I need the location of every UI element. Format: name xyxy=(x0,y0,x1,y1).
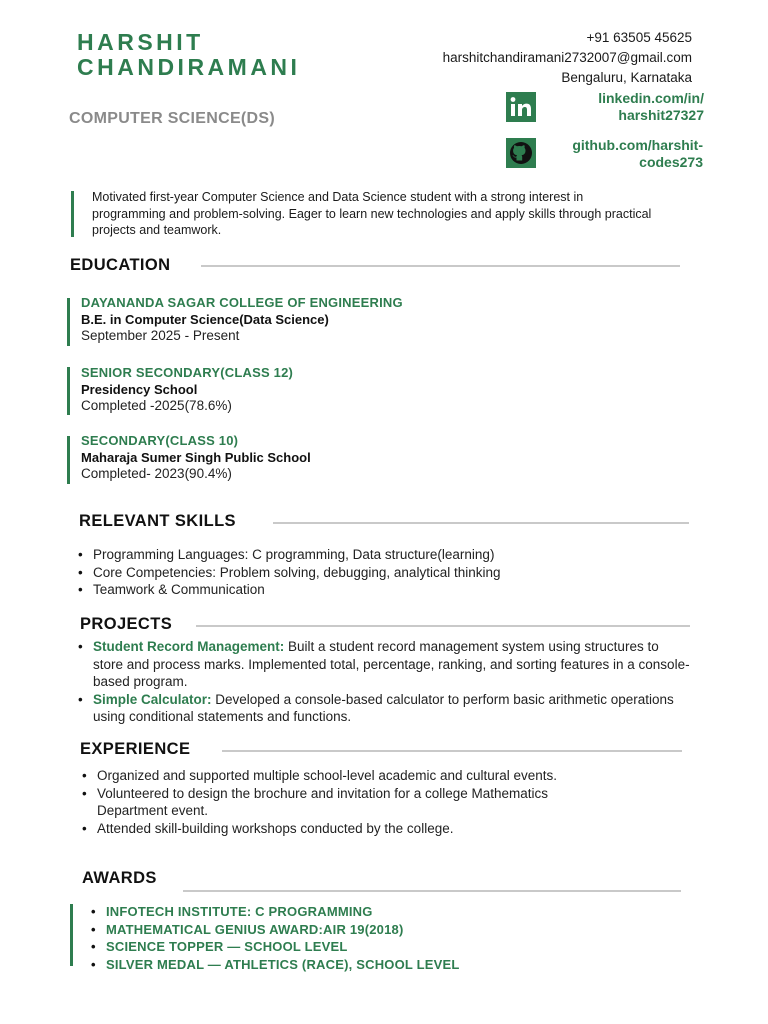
linkedin-icon[interactable] xyxy=(506,92,536,122)
awards-rule xyxy=(183,890,681,892)
project-item xyxy=(78,691,690,726)
education-accent-bar xyxy=(67,436,70,484)
skills-heading: RELEVANT SKILLS xyxy=(79,512,236,530)
github-icon[interactable] xyxy=(506,138,536,168)
project-description: Built a student record management system using structures to store and process marks. Implemented total, percentage, ranking, and sorting features in a console-based program. xyxy=(93,639,690,689)
education-degree: B.E. in Computer Science(Data Science) xyxy=(81,312,329,327)
education-entry xyxy=(81,433,311,481)
contact-phone: +91 63505 45625 xyxy=(586,30,692,45)
experience-rule xyxy=(222,750,682,752)
awards-heading: AWARDS xyxy=(82,869,157,887)
projects-list xyxy=(78,638,690,726)
education-accent-bar xyxy=(67,298,70,346)
experience-heading: EXPERIENCE xyxy=(80,740,191,758)
summary-text: Motivated first-year Computer Science and Data Science student with a strong interest in programming and problem-solving. Eager to learn new technologies and apply skills through practical projects and teamwork. xyxy=(92,190,652,237)
awards-accent-bar xyxy=(70,904,73,966)
experience-list xyxy=(82,767,612,837)
project-item xyxy=(78,638,690,691)
linkedin-link-line1: linkedin.com/in/ xyxy=(598,90,704,106)
project-title: Student Record Management: xyxy=(93,639,285,654)
education-degree: Presidency School xyxy=(81,382,198,397)
education-date: Completed -2025(78.6%) xyxy=(81,398,232,413)
github-link[interactable] xyxy=(572,137,703,171)
education-institution: DAYANANDA SAGAR COLLEGE OF ENGINEERING xyxy=(81,295,403,310)
education-entry xyxy=(81,365,293,413)
education-degree: Maharaja Sumer Singh Public School xyxy=(81,450,311,465)
name-last: CHANDIRAMANI xyxy=(77,54,301,80)
experience-item: • Volunteered to design the brochure and invitation for a college Mathematics Department event. xyxy=(82,785,612,820)
awards-list xyxy=(91,903,691,973)
education-heading: EDUCATION xyxy=(70,256,171,274)
award-item: • MATHEMATICAL GENIUS AWARD:AIR 19(2018) xyxy=(91,921,691,939)
award-item: • SILVER MEDAL — ATHLETICS (RACE), SCHOOL LEVEL xyxy=(91,956,691,974)
education-institution: SENIOR SECONDARY(CLASS 12) xyxy=(81,365,294,380)
education-rule xyxy=(201,265,680,267)
skill-item: • Core Competencies: Problem solving, debugging, analytical thinking xyxy=(78,564,698,582)
skill-item: • Teamwork & Communication xyxy=(78,581,698,599)
contact-email[interactable]: harshitchandiramani2732007@gmail.com xyxy=(442,50,692,65)
skills-rule xyxy=(273,522,689,524)
education-institution: SECONDARY(CLASS 10) xyxy=(81,433,239,448)
project-description: Developed a console-based calculator to perform basic arithmetic operations using conditional statements and functions. xyxy=(93,691,674,724)
summary-accent-bar xyxy=(71,191,74,237)
skill-item: • Programming Languages: C programming, Data structure(learning) xyxy=(78,546,698,564)
education-date: Completed- 2023(90.4%) xyxy=(81,466,232,481)
name-first: HARSHIT xyxy=(77,29,204,55)
linkedin-link-line2: harshit27327 xyxy=(618,107,704,123)
education-accent-bar xyxy=(67,367,70,415)
contact-location: Bengaluru, Karnataka xyxy=(561,70,692,85)
projects-rule xyxy=(196,625,690,627)
linkedin-link[interactable] xyxy=(598,90,704,124)
skills-list xyxy=(78,546,698,599)
candidate-subtitle: COMPUTER SCIENCE(DS) xyxy=(69,110,276,127)
projects-heading: PROJECTS xyxy=(80,615,173,633)
award-item: • INFOTECH INSTITUTE: C PROGRAMMING xyxy=(91,903,691,921)
education-entry xyxy=(81,295,403,343)
experience-item: • Attended skill-building workshops conducted by the college. xyxy=(82,820,612,838)
project-title: Simple Calculator: xyxy=(93,691,212,707)
experience-item: • Organized and supported multiple school-level academic and cultural events. xyxy=(82,767,612,785)
candidate-name xyxy=(77,30,300,80)
award-item: • SCIENCE TOPPER — SCHOOL LEVEL xyxy=(91,938,691,956)
github-link-line1: github.com/harshit- xyxy=(572,137,703,153)
education-date: September 2025 - Present xyxy=(81,328,240,343)
github-link-line2: codes273 xyxy=(639,154,703,170)
